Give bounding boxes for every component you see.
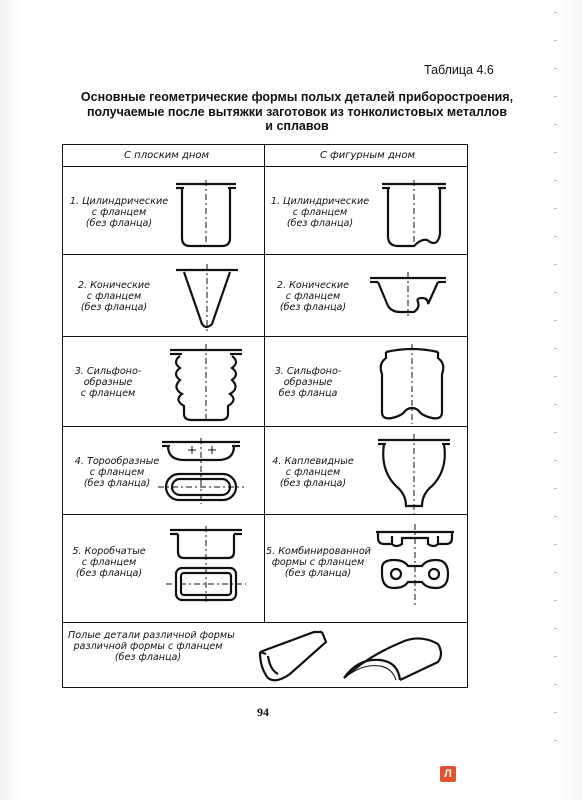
header-shaped-bottom: С фигурным дном [320, 150, 415, 161]
caption-cylindrical-flat: 1. Цилиндрические с фланцем (без фланца) [69, 196, 169, 229]
drop-shaped-cup-drawing [374, 434, 454, 514]
caption-drop-shaped: 4. Каплевидные с фланцем (без фланца) [272, 456, 354, 489]
trough-part-drawing [256, 628, 332, 684]
title-line-2: получаемые после вытяжки заготовок из тонколистовых металлов [86, 104, 508, 119]
box-cup-drawing [166, 526, 246, 602]
caption-combined: 5. Комбинированной формы с фланцем (без фланца) [266, 546, 371, 579]
row-divider [62, 514, 468, 515]
caption-toroidal: 4. Торообразные с фланцем (без фланца) [74, 456, 160, 489]
caption-bellows-flat: 3. Сильфоно- образные с фланцем [74, 366, 142, 399]
caption-various-shapes: Полые детали различной формы различной формы с фланцем (без фланца) [68, 630, 235, 663]
combined-cup-drawing [372, 524, 458, 608]
cylindrical-shaped-cup-drawing [380, 180, 450, 250]
binding-edge [548, 0, 582, 800]
caption-bellows-shaped: 3. Сильфоно- образные без фланца [274, 366, 342, 399]
row-divider [62, 336, 468, 337]
column-divider [264, 144, 265, 622]
publisher-logo: Л [440, 766, 456, 782]
title-line-1: Основные геометрические формы полых деталей приборостроения, [80, 90, 514, 104]
toroidal-cup-drawing [158, 438, 244, 504]
arch-part-drawing [338, 630, 446, 686]
conical-cup-drawing [174, 264, 242, 332]
table-title [62, 90, 532, 134]
row-divider [62, 622, 468, 623]
header-flat-bottom: С плоским дном [124, 150, 210, 161]
row-divider [62, 254, 468, 255]
table-number: Таблица 4.6 [424, 63, 494, 77]
caption-conical-shaped: 2. Конические с фланцем (без фланца) [276, 280, 350, 313]
header-divider [62, 166, 468, 167]
bellows-shaped-drawing [372, 344, 452, 424]
bellows-cup-drawing [166, 344, 246, 422]
page-number: 94 [257, 705, 269, 719]
cylindrical-cup-drawing [174, 180, 244, 250]
conical-shaped-cup-drawing [368, 272, 450, 316]
shapes-table [62, 144, 468, 688]
row-divider [62, 426, 468, 427]
caption-conical-flat: 2. Конические с фланцем (без фланца) [77, 280, 151, 313]
title-line-3: и сплавов [265, 119, 329, 133]
caption-cylindrical-shaped: 1. Цилиндрические с фланцем (без фланца) [270, 196, 370, 229]
caption-box-shaped: 5. Коробчатые с фланцем (без фланца) [72, 546, 146, 579]
